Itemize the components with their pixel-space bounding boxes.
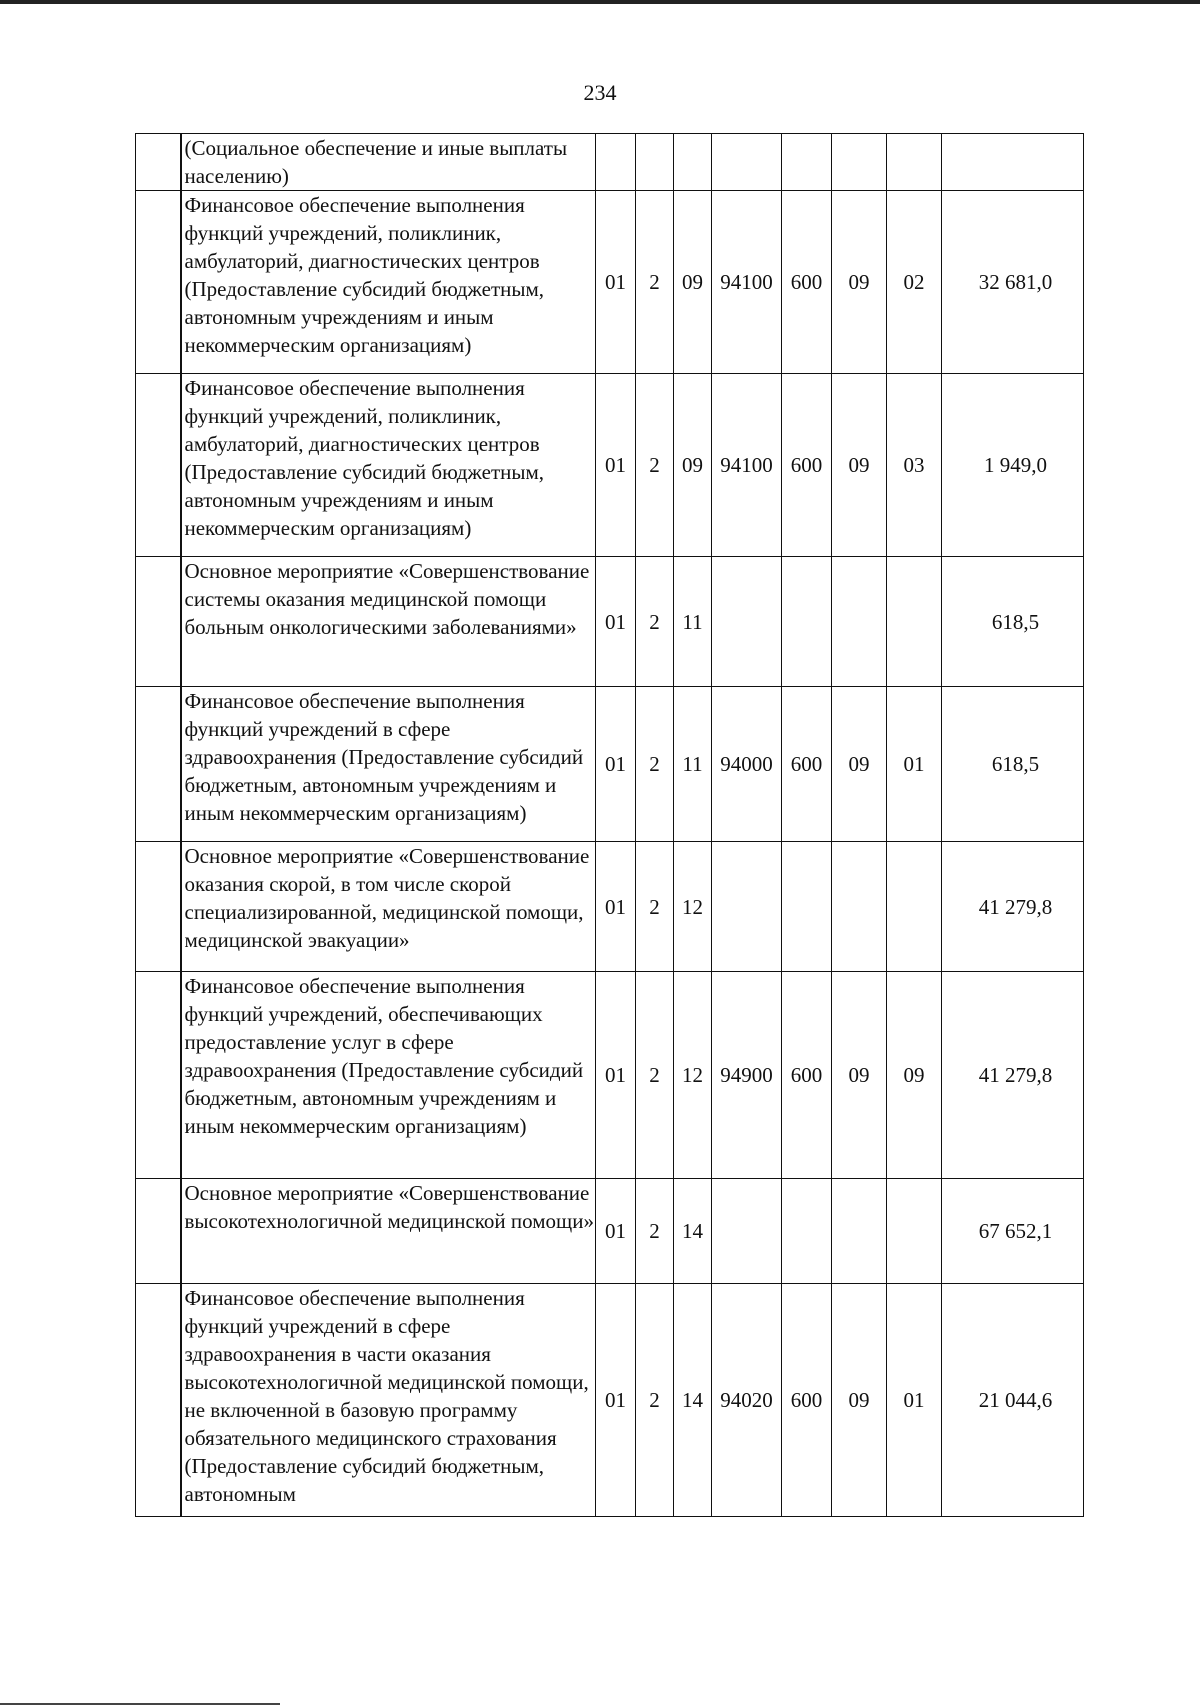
code-cell-c6: 09	[832, 972, 887, 1179]
amount-cell: 67 652,1	[942, 1179, 1084, 1284]
code-cell-c1: 01	[596, 374, 636, 557]
code-cell-c1: 01	[596, 191, 636, 374]
code-cell-c2: 2	[636, 842, 674, 972]
code-cell-c2: 2	[636, 687, 674, 842]
code-cell-c6	[832, 1179, 887, 1284]
amount-cell: 618,5	[942, 557, 1084, 687]
top-page-edge	[0, 0, 1200, 4]
code-cell-c4	[712, 842, 782, 972]
row-name-cell: Финансовое обеспечение выполнения функций учреждений, поликлиник, амбулаторий, диагностических центров (Предоставление субсидий бюджетным, автономным учреждениям и иным некоммерческим организациям)	[181, 191, 596, 374]
table-row	[136, 557, 1084, 687]
code-cell-c7: 01	[887, 687, 942, 842]
code-cell-c7	[887, 1179, 942, 1284]
row-number-cell	[136, 972, 181, 1179]
code-cell-c4: 94100	[712, 374, 782, 557]
row-name-cell: (Социальное обеспечение и иные выплаты населению)	[181, 134, 596, 191]
amount-cell: 1 949,0	[942, 374, 1084, 557]
row-number-cell	[136, 842, 181, 972]
table-row	[136, 374, 1084, 557]
table-row	[136, 1284, 1084, 1517]
row-name-cell: Финансовое обеспечение выполнения функций учреждений в сфере здравоохранения в части оказания высокотехнологичной медицинской помощи, не включенной в базовую программу обязательного медицинского страхования (Предоставление субсидий бюджетным, автономным	[181, 1284, 596, 1517]
code-cell-c3: 09	[674, 374, 712, 557]
code-cell-c7	[887, 842, 942, 972]
code-cell-c5: 600	[782, 191, 832, 374]
code-cell-c2: 2	[636, 374, 674, 557]
code-cell-c4: 94000	[712, 687, 782, 842]
code-cell-c6: 09	[832, 687, 887, 842]
code-cell-c1: 01	[596, 687, 636, 842]
code-cell-c3: 11	[674, 557, 712, 687]
amount-cell: 618,5	[942, 687, 1084, 842]
code-cell-c5: 600	[782, 1284, 832, 1517]
code-cell-c5	[782, 1179, 832, 1284]
amount-cell: 21 044,6	[942, 1284, 1084, 1517]
code-cell-c4: 94020	[712, 1284, 782, 1517]
code-cell-c4	[712, 557, 782, 687]
table-row	[136, 191, 1084, 374]
code-cell-c5	[782, 134, 832, 191]
code-cell-c6	[832, 557, 887, 687]
row-number-cell	[136, 557, 181, 687]
table-body	[136, 134, 1084, 1517]
code-cell-c4	[712, 134, 782, 191]
row-number-cell	[136, 1179, 181, 1284]
code-cell-c3: 14	[674, 1284, 712, 1517]
code-cell-c1: 01	[596, 1284, 636, 1517]
code-cell-c3: 12	[674, 972, 712, 1179]
code-cell-c6	[832, 134, 887, 191]
code-cell-c6: 09	[832, 191, 887, 374]
code-cell-c4: 94900	[712, 972, 782, 1179]
code-cell-c5: 600	[782, 972, 832, 1179]
code-cell-c5: 600	[782, 374, 832, 557]
code-cell-c4	[712, 1179, 782, 1284]
code-cell-c7	[887, 557, 942, 687]
code-cell-c6: 09	[832, 1284, 887, 1517]
code-cell-c7: 03	[887, 374, 942, 557]
amount-cell: 41 279,8	[942, 972, 1084, 1179]
row-number-cell	[136, 1284, 181, 1517]
row-name-cell: Основное мероприятие «Совершенствование высокотехнологичной медицинской помощи»	[181, 1179, 596, 1284]
amount-cell	[942, 134, 1084, 191]
code-cell-c7: 09	[887, 972, 942, 1179]
code-cell-c2	[636, 134, 674, 191]
code-cell-c7	[887, 134, 942, 191]
code-cell-c2: 2	[636, 1179, 674, 1284]
table-row	[136, 134, 1084, 191]
code-cell-c5: 600	[782, 687, 832, 842]
row-name-cell: Финансовое обеспечение выполнения функций учреждений, обеспечивающих предоставление услуг в сфере здравоохранения (Предоставление субсидий бюджетным, автономным учреждениям и иным некоммерческим организациям)	[181, 972, 596, 1179]
page-number: 234	[583, 80, 617, 105]
code-cell-c1: 01	[596, 557, 636, 687]
code-cell-c3: 14	[674, 1179, 712, 1284]
row-name-cell: Финансовое обеспечение выполнения функций учреждений, поликлиник, амбулаторий, диагностических центров (Предоставление субсидий бюджетным, автономным учреждениям и иным некоммерческим организациям)	[181, 374, 596, 557]
code-cell-c2: 2	[636, 557, 674, 687]
table-row	[136, 972, 1084, 1179]
code-cell-c5	[782, 557, 832, 687]
code-cell-c6: 09	[832, 374, 887, 557]
row-name-cell: Основное мероприятие «Совершенствование оказания скорой, в том числе скорой специализированной, медицинской помощи, медицинской эвакуации»	[181, 842, 596, 972]
code-cell-c7: 02	[887, 191, 942, 374]
row-number-cell	[136, 374, 181, 557]
table-row	[136, 1179, 1084, 1284]
row-number-cell	[136, 134, 181, 191]
row-name-cell: Финансовое обеспечение выполнения функций учреждений в сфере здравоохранения (Предоставление субсидий бюджетным, автономным учреждениям и иным некоммерческим организациям)	[181, 687, 596, 842]
code-cell-c1: 01	[596, 972, 636, 1179]
amount-cell: 41 279,8	[942, 842, 1084, 972]
code-cell-c7: 01	[887, 1284, 942, 1517]
table-row	[136, 687, 1084, 842]
code-cell-c4: 94100	[712, 191, 782, 374]
code-cell-c2: 2	[636, 191, 674, 374]
row-number-cell	[136, 687, 181, 842]
code-cell-c2: 2	[636, 972, 674, 1179]
code-cell-c1: 01	[596, 1179, 636, 1284]
row-name-cell: Основное мероприятие «Совершенствование системы оказания медицинской помощи больным онкологическими заболеваниями»	[181, 557, 596, 687]
budget-table	[135, 133, 1084, 1517]
amount-cell: 32 681,0	[942, 191, 1084, 374]
code-cell-c3: 09	[674, 191, 712, 374]
bottom-page-edge	[0, 1703, 280, 1705]
code-cell-c3: 11	[674, 687, 712, 842]
table-row	[136, 842, 1084, 972]
code-cell-c3: 12	[674, 842, 712, 972]
row-number-cell	[136, 191, 181, 374]
code-cell-c5	[782, 842, 832, 972]
code-cell-c3	[674, 134, 712, 191]
code-cell-c1	[596, 134, 636, 191]
code-cell-c6	[832, 842, 887, 972]
code-cell-c1: 01	[596, 842, 636, 972]
code-cell-c2: 2	[636, 1284, 674, 1517]
